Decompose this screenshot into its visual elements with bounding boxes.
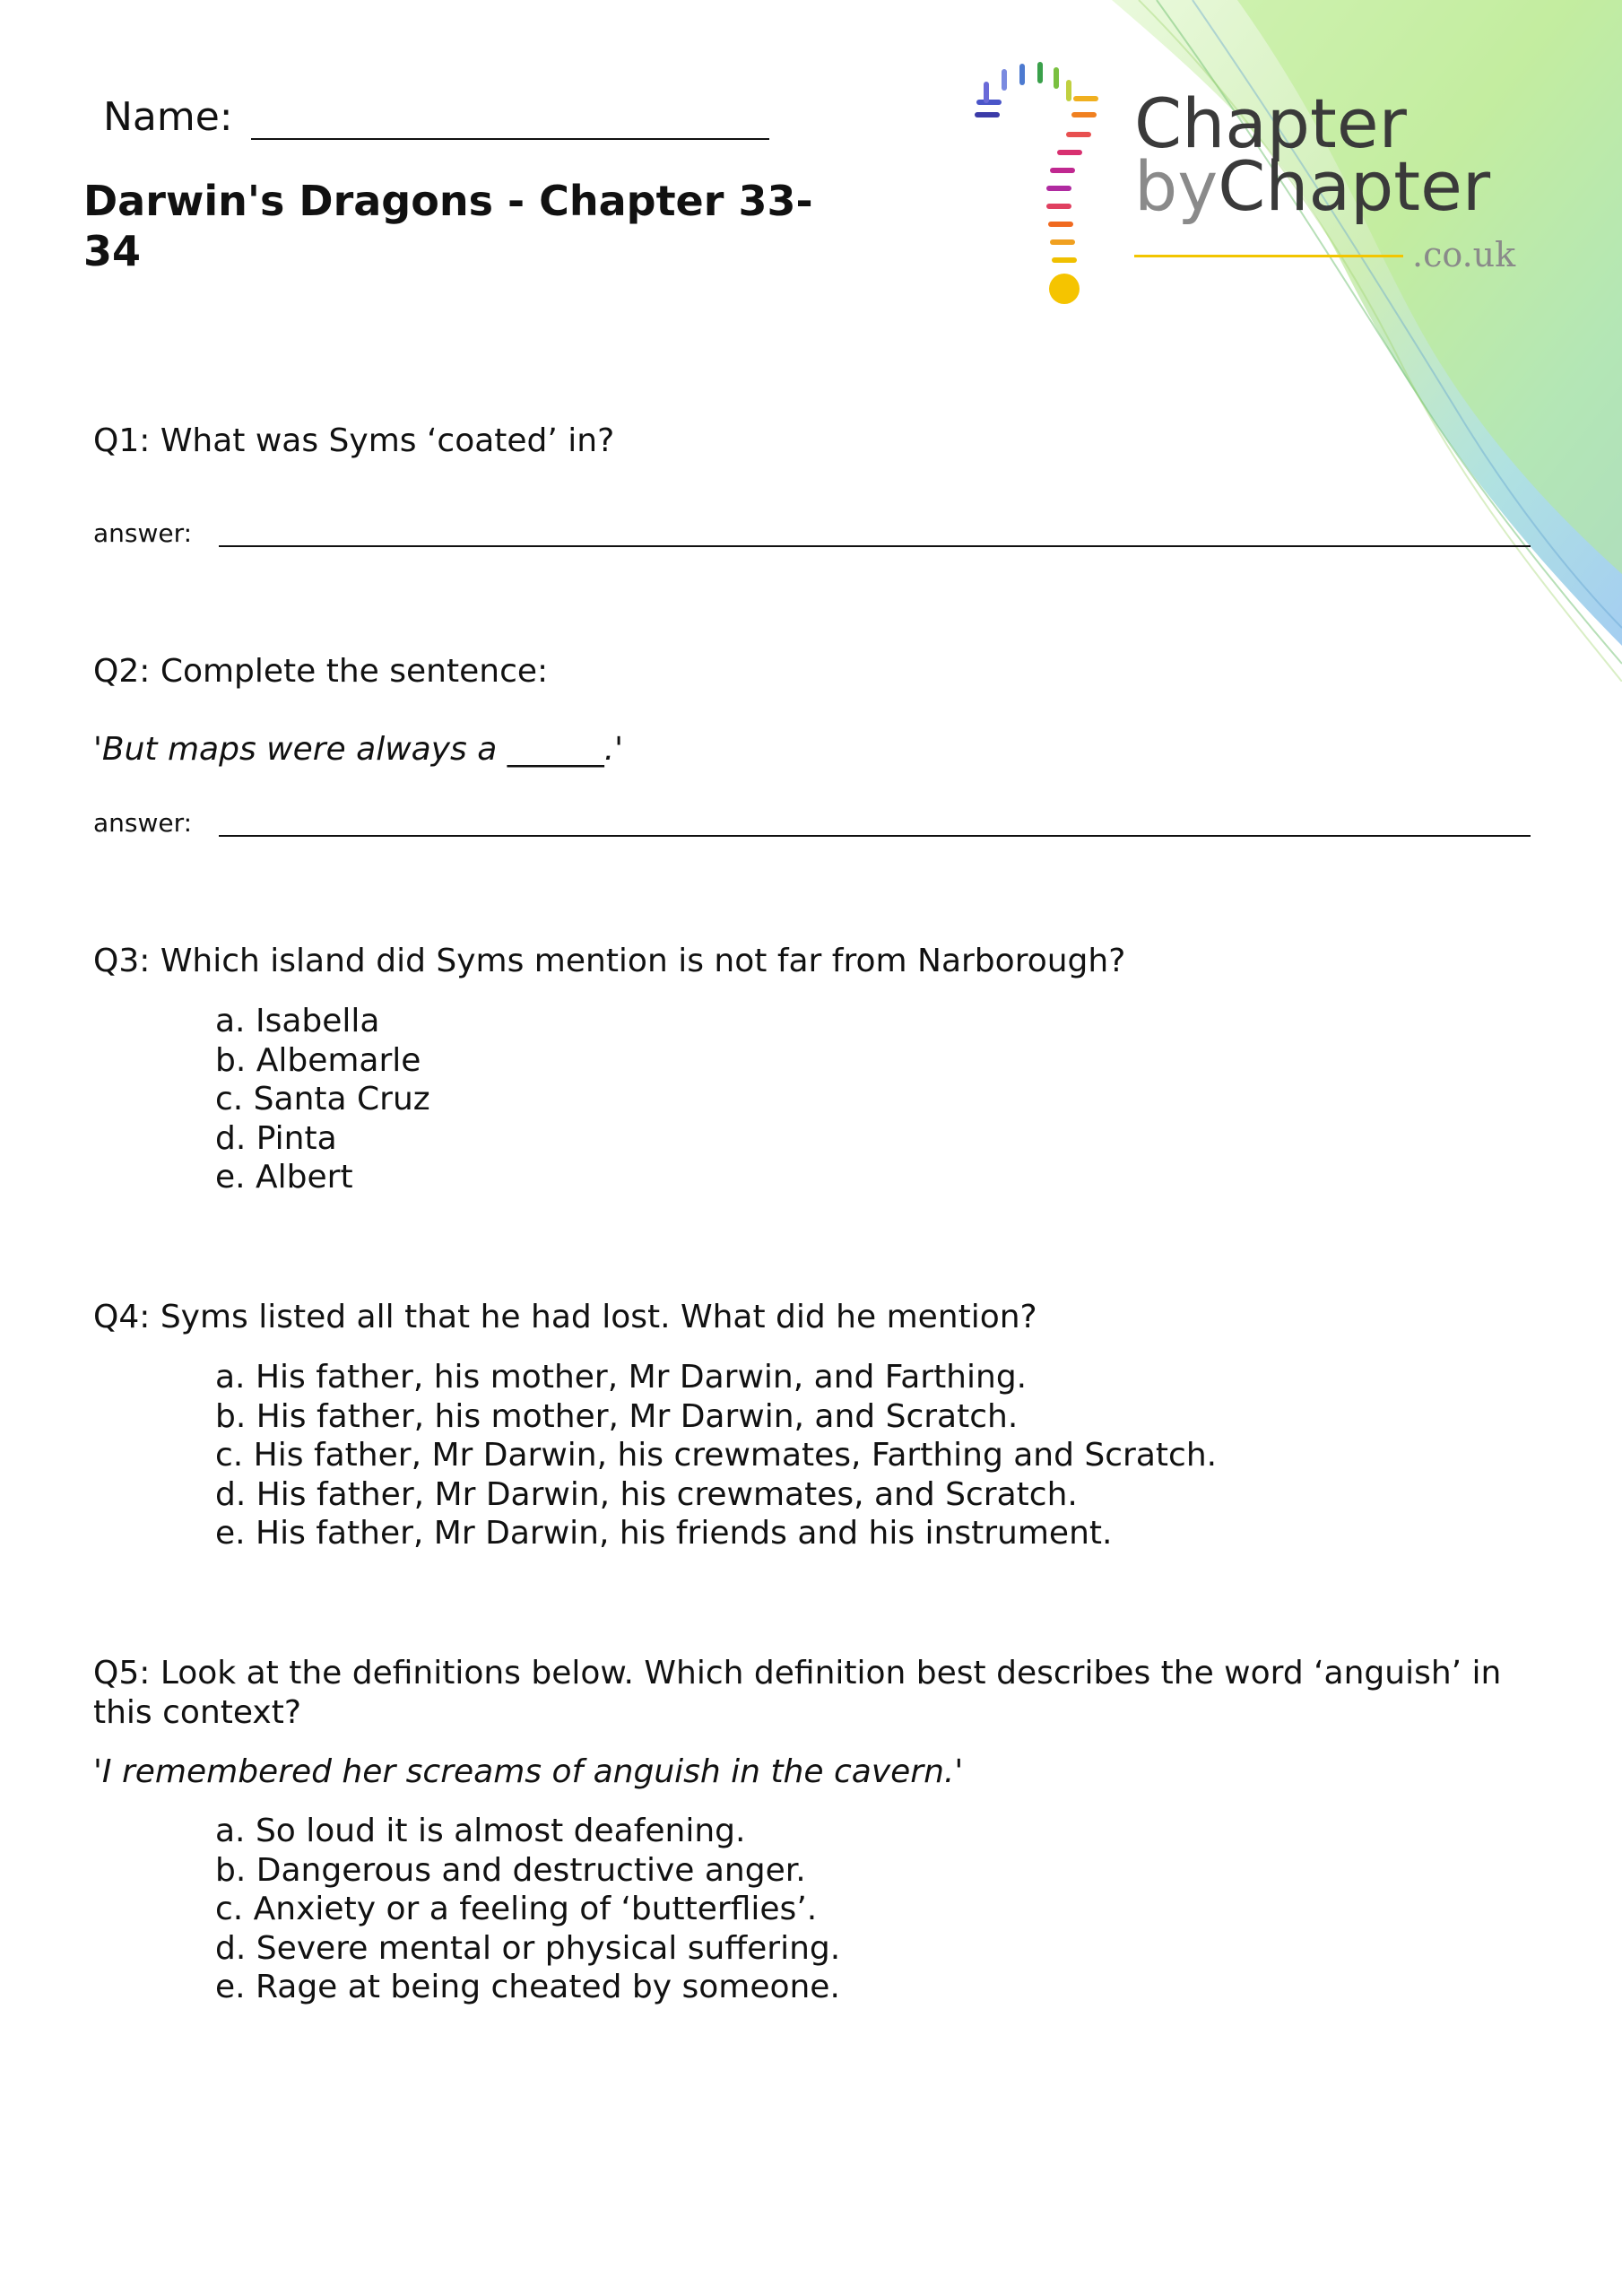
answer-line[interactable]	[219, 545, 1531, 547]
question-5-options	[215, 1812, 840, 2007]
option[interactable]: e. His father, Mr Darwin, his friends and his instrument.	[215, 1515, 1113, 1552]
question-3: Q3: Which island did Syms mention is not far from Narborough?	[93, 943, 1126, 979]
logo-line2	[1134, 146, 1491, 226]
answer-1[interactable]	[93, 518, 1531, 554]
option[interactable]: a. His father, his mother, Mr Darwin, and Farthing.	[215, 1359, 1028, 1396]
question-5-quote: 'I remembered her screams of anguish in the cavern.'	[93, 1753, 964, 1790]
option[interactable]: b. Albemarle	[215, 1041, 421, 1079]
answer-2[interactable]	[93, 808, 1531, 844]
option[interactable]: d. His father, Mr Darwin, his crewmates, and Scratch.	[215, 1475, 1078, 1513]
question-5-line2: this context?	[93, 1694, 301, 1731]
option[interactable]: b. Dangerous and destructive anger.	[215, 1851, 806, 1889]
name-field[interactable]	[251, 95, 769, 140]
name-label: Name:	[103, 94, 233, 140]
logo-line1: Chapter	[1134, 83, 1407, 163]
question-5-line1: Q5: Look at the definitions below. Which definition best describes the word ‘anguish’ in	[93, 1655, 1502, 1692]
answer-label: answer:	[93, 808, 193, 838]
logo-underline	[1134, 255, 1403, 257]
option[interactable]: c. His father, Mr Darwin, his crewmates, Farthing and Scratch.	[215, 1437, 1218, 1474]
question-5	[93, 1654, 1501, 1733]
question-2-quote: 'But maps were always a ______.'	[93, 731, 624, 768]
option[interactable]: c. Anxiety or a feeling of ‘butterflies’.	[215, 1891, 818, 1927]
option[interactable]: d. Pinta	[215, 1119, 337, 1157]
logo-wordmark	[1134, 83, 1491, 226]
question-4-options	[215, 1358, 1217, 1553]
question-2: Q2: Complete the sentence:	[93, 653, 549, 690]
answer-line[interactable]	[219, 835, 1531, 837]
option[interactable]: c. Santa Cruz	[215, 1081, 430, 1118]
logo-domain-suffix: .co.uk	[1412, 235, 1516, 274]
name-row	[103, 94, 769, 140]
option[interactable]: e. Rage at being cheated by someone.	[215, 1969, 840, 2005]
option[interactable]: d. Severe mental or physical suffering.	[215, 1929, 841, 1967]
question-1: Q1: What was Syms ‘coated’ in?	[93, 422, 615, 459]
logo-by: by	[1134, 146, 1219, 226]
worksheet-title: Darwin's Dragons - Chapter 33-34	[83, 177, 813, 275]
question-3-options	[215, 1002, 430, 1197]
option[interactable]: a. So loud it is almost deafening.	[215, 1813, 746, 1849]
option[interactable]: b. His father, his mother, Mr Darwin, and Scratch.	[215, 1397, 1019, 1435]
logo-chapter: Chapter	[1218, 146, 1491, 226]
answer-label: answer:	[93, 518, 193, 548]
option[interactable]: e. Albert	[215, 1159, 353, 1196]
question-4: Q4: Syms listed all that he had lost. What did he mention?	[93, 1299, 1037, 1335]
option[interactable]: a. Isabella	[215, 1003, 380, 1039]
